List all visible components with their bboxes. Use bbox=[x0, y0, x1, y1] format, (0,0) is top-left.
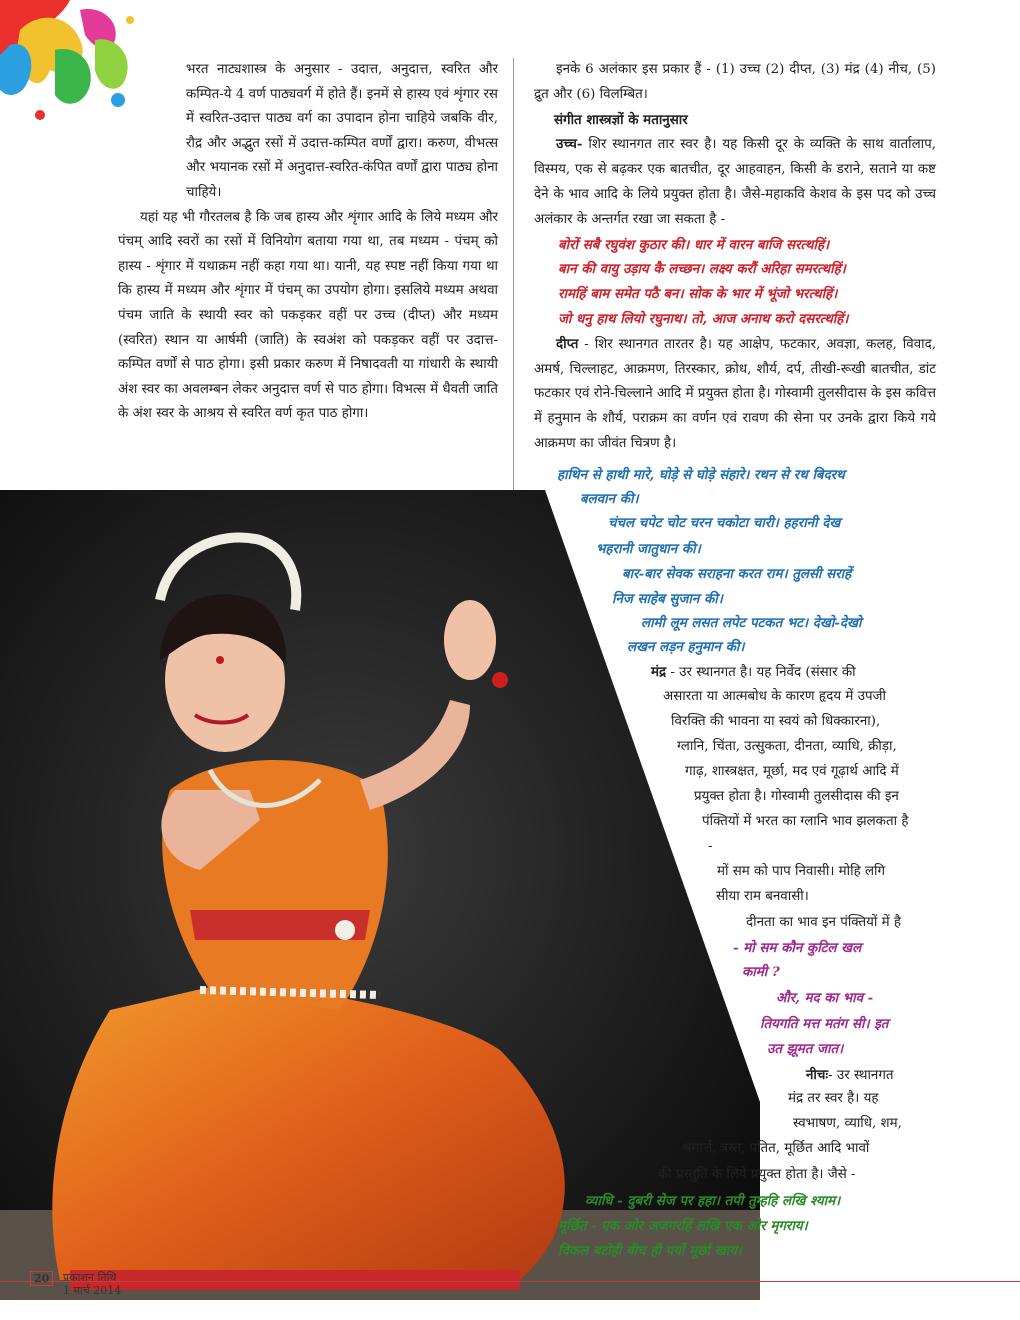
neech-line-2: मंद्र तर स्वर है। यह bbox=[788, 1091, 879, 1106]
mandra-line-7: पंक्तियों में भरत का ग्लानि भाव झलकता है bbox=[702, 814, 909, 829]
mandra-line-8: - bbox=[708, 839, 713, 854]
mandra-line-9: मों सम को पाप निवासी। मोहि लगि bbox=[717, 864, 886, 879]
right-column bbox=[534, 58, 936, 457]
red-verse-3: रामहिं बाम समेत पठै बन। सोक के भार में भूंजो भरत्थहिं। bbox=[558, 286, 838, 303]
neech-line-4: श्रमार्त्त, त्रस्त, पतित, मूर्छित आदि भावों bbox=[682, 1141, 870, 1156]
neech-line-3: स्वभाषण, व्याधि, शम, bbox=[793, 1116, 902, 1131]
left-column bbox=[118, 58, 498, 427]
blue-verse-2: बलवान की। bbox=[580, 491, 639, 507]
green-verse-3: विकल बटोही बीच ही पर्यो मूर्छा खाय। bbox=[558, 1243, 742, 1259]
blue-verse-7: लामी लूम लसत लपेट पटकत भट। देखो-देखो bbox=[641, 615, 862, 631]
column-divider bbox=[513, 58, 514, 490]
neech-line-1: नीचः- उर स्थानगत bbox=[806, 1067, 894, 1083]
mandra-line-2: असारता या आत्मबोध के कारण हृदय में उपजी bbox=[663, 689, 886, 704]
mandra-line-1: मंद्र - उर स्थानगत है। यह निर्वेद (संसार की bbox=[651, 664, 856, 680]
footer-rule bbox=[0, 1281, 1020, 1282]
mandra-line-3: विरक्ति की भावना या स्वयं को धिक्कारना), bbox=[671, 714, 881, 729]
deept-text: - शिर स्थानगत तारतर है। यह आक्षेप, फटकार, अवज्ञा, कलह, विवाद, अमर्ष, चिल्लाहट, आक्रमण, तिरस्कार, क्रोध, शौर्य, दर्प, तीखी-रूखी बातचीत, डांट फटकार एवं रोने-चिल्लाने आदि में प्रयुक्त होता है। गोस्वामी तुलसीदास के इस कवित्त में हनुमान के शौर्य, पराक्रम का वर्णन एवं रावण की सेना पर उनके द्वारा किये गये आक्रमण का जीवंत चित्रण है। bbox=[534, 336, 936, 451]
red-verse-4: जो धनु हाथ लियो रघुनाथ। तो, आज अनाथ करो दसरत्थहिं। bbox=[558, 310, 849, 327]
blue-verse-4: भहरानी जातुधान की। bbox=[596, 541, 701, 557]
purple-verse-1: - मो सम कौन कुटिल खल bbox=[733, 940, 862, 956]
red-verse-2: बान की वायु उड़ाय कै लच्छन। लक्ष्य करौं अरिहा समरत्थहिं। bbox=[558, 261, 846, 278]
left-paragraph-1: भरत नाट्यशास्त्र के अनुसार - उदात्त, अनुदात्त, स्वरित और कम्पित-ये 4 वर्ण पाठ्यवर्ग में होते हैं। इनमें से हास्य एवं शृंगार रस में स्वरित-उदात्त पाठ्य वर्ग का उपादान होना चाहिये जबकि वीर, रौद्र और अद्भुत रसों में उदात्त-कम्पित वर्णों द्वारा। करुण, वीभत्स और भयानक रसों में अनुदात्त-स्वरित-कंपित वर्णों द्वारा पाठ्य होना चाहिये। bbox=[186, 62, 498, 200]
section-heading: संगीत शास्त्रज्ञों के मतानुसार bbox=[554, 111, 688, 128]
red-verse-1: बोरों सबै रघुवंश कुठार की। धार में वारन बाजि सरत्थहिं। bbox=[558, 236, 830, 253]
alankar-intro: इनके 6 अलंकार इस प्रकार हैं - (1) उच्च (2) दीप्त, (3) मंद्र (4) नीच, (5) द्रुत और (6) विलम्बित। bbox=[534, 62, 936, 102]
mandra-line-4: ग्लानि, चिंता, उत्सुकता, दीनता, व्याधि, क्रीड़ा, bbox=[677, 739, 897, 754]
green-verse-1: व्याधि - दुबरी सेज पर हहा। तपी तुम्हहि लखि श्याम। bbox=[585, 1193, 841, 1209]
deept-paragraph bbox=[534, 332, 936, 457]
mandra-line-6: प्रयुक्त होता है। गोस्वामी तुलसीदास की इन bbox=[694, 789, 899, 804]
deept-term: दीप्त bbox=[556, 335, 579, 352]
blue-verse-8: लखन लड़न हनुमान की। bbox=[627, 639, 745, 655]
purple-verse-3: और, मद का भाव - bbox=[776, 990, 874, 1006]
blue-verse-1: हाथिन से हाथी मारे, घोड़े से घोड़े संहारे। रथन से रथ बिदरथ bbox=[557, 467, 845, 483]
footer-publication bbox=[63, 1271, 121, 1297]
blue-verse-3: चंचल चपेट चोट चरन चकोटा चारी। हहरानी देख bbox=[608, 515, 841, 531]
uchch-term: उच्च- bbox=[556, 136, 583, 153]
footer-title: प्रकाशन तिथि bbox=[62, 1271, 117, 1284]
green-verse-2: मूर्छित - एक ओर अजगरहिं लखि एक ओर मृगराय। bbox=[558, 1218, 808, 1234]
page-number: 20 bbox=[30, 1271, 53, 1286]
footer-date: 1 मार्च 2014 bbox=[62, 1284, 122, 1297]
neech-term: नीचः bbox=[806, 1067, 829, 1083]
uchch-paragraph bbox=[534, 132, 936, 232]
purple-verse-5: उत झूमत जात। bbox=[767, 1041, 844, 1057]
blue-verse-5: बार-बार सेवक सराहना करत राम। तुलसी सराहें bbox=[622, 566, 852, 582]
purple-verse-4: तियगति मत्त मतंग सी। इत bbox=[760, 1016, 889, 1032]
mandra-line-5: गाढ़, शास्त्रक्षत, मूर्छा, मद एवं गूढ़ार्थ आदि में bbox=[685, 764, 899, 779]
purple-verse-2: कामी ? bbox=[742, 964, 780, 980]
left-paragraph-2: यहां यह भी गौरतलब है कि जब हास्य और शृंगार आदि के लिये मध्यम और पंचम् आदि स्वरों का रसों में विनियोग बताया गया था, तब मध्यम - पंचम् को हास्य - शृंगार में यथाक्रम नहीं कहा गया था। यानी, यह स्पष्ट नहीं किया गया था कि हास्य में मध्यम और शृंगार में पंचम् का उपयोग होगा। इसलिये मध्यम अथवा पंचम जाति के स्थायी स्वर को पकड़कर वहीं पर उच्च (दीप्त) और मध्यम (स्वरित) स्थान या आर्षमी (जाति) के स्वअंश को पकड़कर वहीं पर उदात्त-कम्पित वर्णों से पाठ होगा। इसी प्रकार करुण में निषादवती या गांधारी के स्थायी अंश स्वर का अवलम्बन लेकर अनुदात्त वर्ण से पाठ होगा। विभत्स में धैवती जाति के अंश स्वर के आश्रय से स्वरित वर्ण कृत पाठ होगा। bbox=[118, 209, 498, 422]
blue-verse-6: निज साहेब सुजान की। bbox=[612, 591, 723, 607]
mandra-term: मंद्र bbox=[651, 664, 667, 680]
mandra-line-10: सीया राम बनवासी। bbox=[716, 889, 809, 904]
page-footer bbox=[30, 1271, 121, 1297]
uchch-text: शिर स्थानगत तार स्वर है। यह किसी दूर के व्यक्ति के साथ वार्तालाप, विस्मय, एक से बढ़कर एक बातचीत, दूर आहवाहन, किसी के डराने, सताने या कष्ट देने के भाव आदि के लिये प्रयुक्त होता है। जैसे-महाकवि केशव के इस पद को उच्च अलंकार के अन्तर्गत रखा जा सकता है - bbox=[534, 137, 936, 227]
neech-line-5: की प्रस्तुति के लिये प्रयुक्त होता है। जैसे - bbox=[658, 1167, 856, 1182]
mandra-line-11: दीनता का भाव इन पंक्तियों में है bbox=[746, 915, 901, 930]
